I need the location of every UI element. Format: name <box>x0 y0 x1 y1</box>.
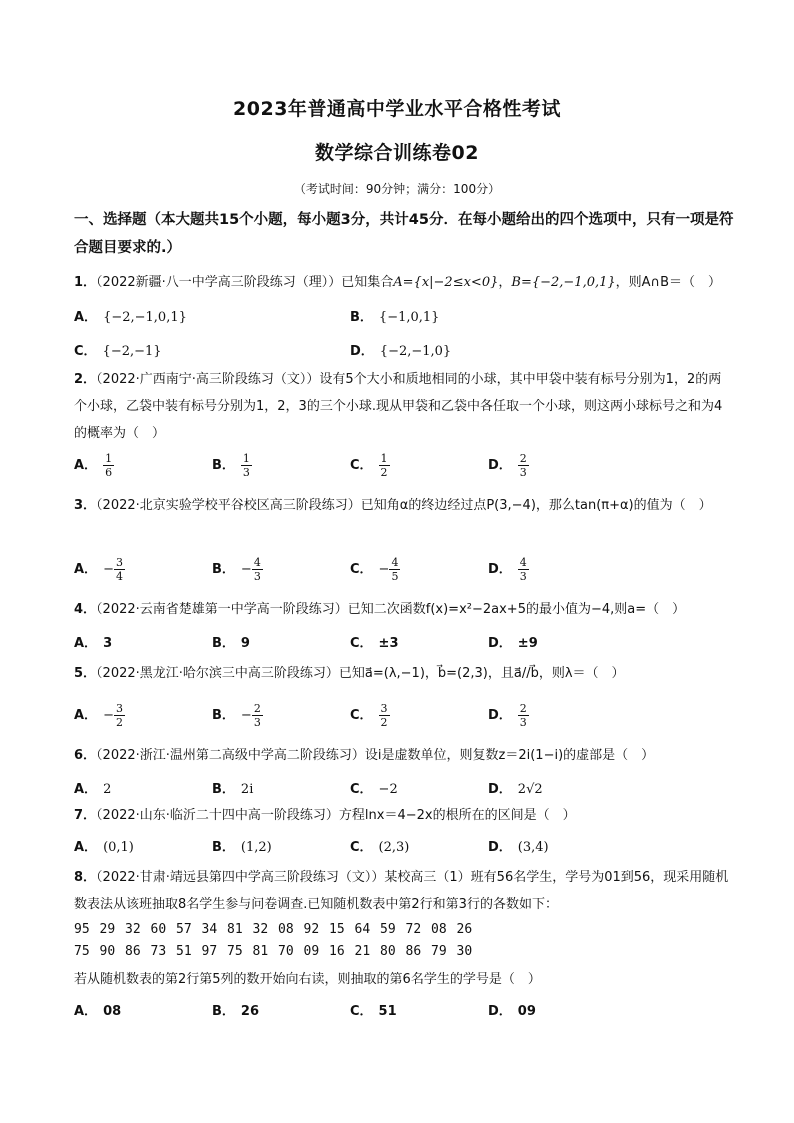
random-number-cell: 16 <box>329 944 345 959</box>
random-number-cell: 21 <box>354 944 371 959</box>
random-number-cell: 34 <box>201 922 218 937</box>
q8-option-c[interactable]: C． 51 <box>350 1004 397 1019</box>
q8-option-d[interactable]: D． 09 <box>488 1004 536 1019</box>
random-number-cell: 32 <box>252 922 269 937</box>
random-number-cell: 81 <box>252 944 269 959</box>
question-1: 1．（2022新疆·八一中学高三阶段练习（理））已知集合A={x|−2≤x<0}，B={−2,−1,0,1}，则A∩B＝（ ） <box>74 275 721 290</box>
random-number-cell: 08 <box>431 922 447 937</box>
q3-option-b[interactable]: B． − $\frac{4}{3}$ <box>212 556 261 583</box>
question-2-options <box>74 452 734 482</box>
random-number-cell: 81 <box>227 922 243 937</box>
question-1-options-row1 <box>74 306 734 336</box>
random-number-cell: 73 <box>150 944 167 959</box>
random-number-cell: 72 <box>405 922 422 937</box>
q8-option-b[interactable]: B． 26 <box>212 1004 260 1019</box>
q3-option-d[interactable]: D． $\frac{4}{3}$ <box>488 556 527 583</box>
section-heading: 一、选择题（本大题共15个小题，每小题3分，共计45分．在每小题给出的四个选项中，只有一项是符合题目要求的.） <box>74 212 734 256</box>
q7-option-b[interactable]: B． (1,2) <box>212 840 272 855</box>
q7-option-d[interactable]: D． (3,4) <box>488 840 549 855</box>
question-5: 5．（2022·黑龙江·哈尔滨三中高三阶段练习）已知a⃗=(λ,−1)，b⃗=(2,3)，且a⃗//b⃗，则λ＝（ ） <box>74 666 625 681</box>
q6-option-d[interactable]: D． 2√2 <box>488 782 543 797</box>
question-3: 3．（2022·北京实验学校平谷校区高三阶段练习）已知角α的终边经过点P(3,−4)，那么tan(π+α)的值为（ ） <box>74 498 712 513</box>
question-5-options <box>74 702 734 732</box>
random-number-row-3 <box>74 944 482 959</box>
question-3-options <box>74 556 734 586</box>
random-number-cell: 51 <box>176 944 192 959</box>
q1-option-a[interactable]: A． {−2,−1,0,1} <box>74 310 187 325</box>
random-number-cell: 64 <box>354 922 371 937</box>
random-number-cell: 75 <box>74 944 90 959</box>
random-number-cell: 30 <box>456 944 473 959</box>
random-number-cell: 29 <box>99 922 116 937</box>
random-number-cell: 97 <box>201 944 218 959</box>
q1-option-d[interactable]: D． {−2,−1,0} <box>350 344 452 359</box>
q2-option-c[interactable]: C． $\frac{1}{2}$ <box>350 452 388 479</box>
random-number-cell: 57 <box>176 922 192 937</box>
question-8-ask: 若从随机数表的第2行第5列的数开始向右读，则抽取的第6名学生的学号是（ ） <box>74 972 541 987</box>
question-4-options <box>74 632 734 662</box>
random-number-cell: 09 <box>303 944 320 959</box>
random-number-cell: 92 <box>303 922 320 937</box>
q6-option-b[interactable]: B． 2i <box>212 782 254 797</box>
random-number-cell: 08 <box>278 922 294 937</box>
random-number-cell: 95 <box>74 922 90 937</box>
random-number-cell: 26 <box>456 922 473 937</box>
q2-option-a[interactable]: A． $\frac{1}{6}$ <box>74 452 113 479</box>
question-8-options <box>74 1000 734 1030</box>
question-8: 8．（2022·甘肃·靖远县第四中学高三阶段练习（文））某校高三（1）班有56名学生，学号为01到56，现采用随机数表法从该班抽取8名学生参与问卷调查.已知随机数表中第2行和第3行的各数如下： <box>74 870 729 912</box>
q2-option-d[interactable]: D． $\frac{2}{3}$ <box>488 452 527 479</box>
q6-option-c[interactable]: C． −2 <box>350 782 398 797</box>
q6-option-a[interactable]: A． 2 <box>74 782 112 797</box>
random-number-cell: 59 <box>380 922 396 937</box>
q3-option-a[interactable]: A． − $\frac{3}{4}$ <box>74 556 123 583</box>
question-7-options <box>74 836 734 866</box>
random-number-cell: 79 <box>431 944 447 959</box>
q8-option-a[interactable]: A． 08 <box>74 1004 122 1019</box>
q3-option-c[interactable]: C． − $\frac{4}{5}$ <box>350 556 399 583</box>
q5-option-d[interactable]: D． $\frac{2}{3}$ <box>488 702 527 729</box>
q7-option-c[interactable]: C． (2,3) <box>350 840 410 855</box>
random-number-cell: 70 <box>278 944 294 959</box>
random-number-cell: 86 <box>405 944 422 959</box>
question-7: 7．（2022·山东·临沂二十四中高一阶段练习）方程lnx＝4−2x的根所在的区间是（ ） <box>74 808 576 823</box>
q7-option-a[interactable]: A． (0,1) <box>74 840 134 855</box>
question-2: 2．（2022·广西南宁·高三阶段练习（文））设有5个大小和质地相同的小球，其中甲袋中装有标号分别为1，2的两个小球，乙袋中装有标号分别为1，2，3的三个小球.现从甲袋和乙袋中各任取一个小球，则这两小球标号之和为4的概率为（ ） <box>74 372 723 441</box>
exam-subtitle-title: 数学综合训练卷02 <box>315 142 479 164</box>
random-number-cell: 60 <box>150 922 167 937</box>
q5-option-c[interactable]: C． $\frac{3}{2}$ <box>350 702 388 729</box>
random-number-row-2 <box>74 922 482 937</box>
q5-option-a[interactable]: A． − $\frac{3}{2}$ <box>74 702 123 729</box>
q4-option-a[interactable]: A． 3 <box>74 636 113 651</box>
question-4: 4．（2022·云南省楚雄第一中学高一阶段练习）已知二次函数f(x)=x²−2ax+5的最小值为−4,则a=（ ） <box>74 602 686 617</box>
random-number-cell: 75 <box>227 944 243 959</box>
random-number-cell: 32 <box>125 922 141 937</box>
q1-option-c[interactable]: C． {−2,−1} <box>74 344 162 359</box>
q1-option-b[interactable]: B． {−1,0,1} <box>350 310 440 325</box>
exam-info: （考试时间：90分钟；满分：100分） <box>293 182 501 196</box>
q4-option-b[interactable]: B． 9 <box>212 636 250 651</box>
random-number-cell: 80 <box>380 944 396 959</box>
q5-option-b[interactable]: B． − $\frac{2}{3}$ <box>212 702 261 729</box>
q4-option-c[interactable]: C． ±3 <box>350 636 399 651</box>
exam-title: 2023年普通高中学业水平合格性考试 <box>233 98 561 120</box>
random-number-cell: 90 <box>99 944 116 959</box>
random-number-cell: 15 <box>329 922 345 937</box>
q2-option-b[interactable]: B． $\frac{1}{3}$ <box>212 452 250 479</box>
question-6: 6．（2022·浙江·温州第二高级中学高二阶段练习）设i是虚数单位，则复数z＝2i(1−i)的虚部是（ ） <box>74 748 655 763</box>
random-number-cell: 86 <box>125 944 141 959</box>
q4-option-d[interactable]: D． ±9 <box>488 636 538 651</box>
